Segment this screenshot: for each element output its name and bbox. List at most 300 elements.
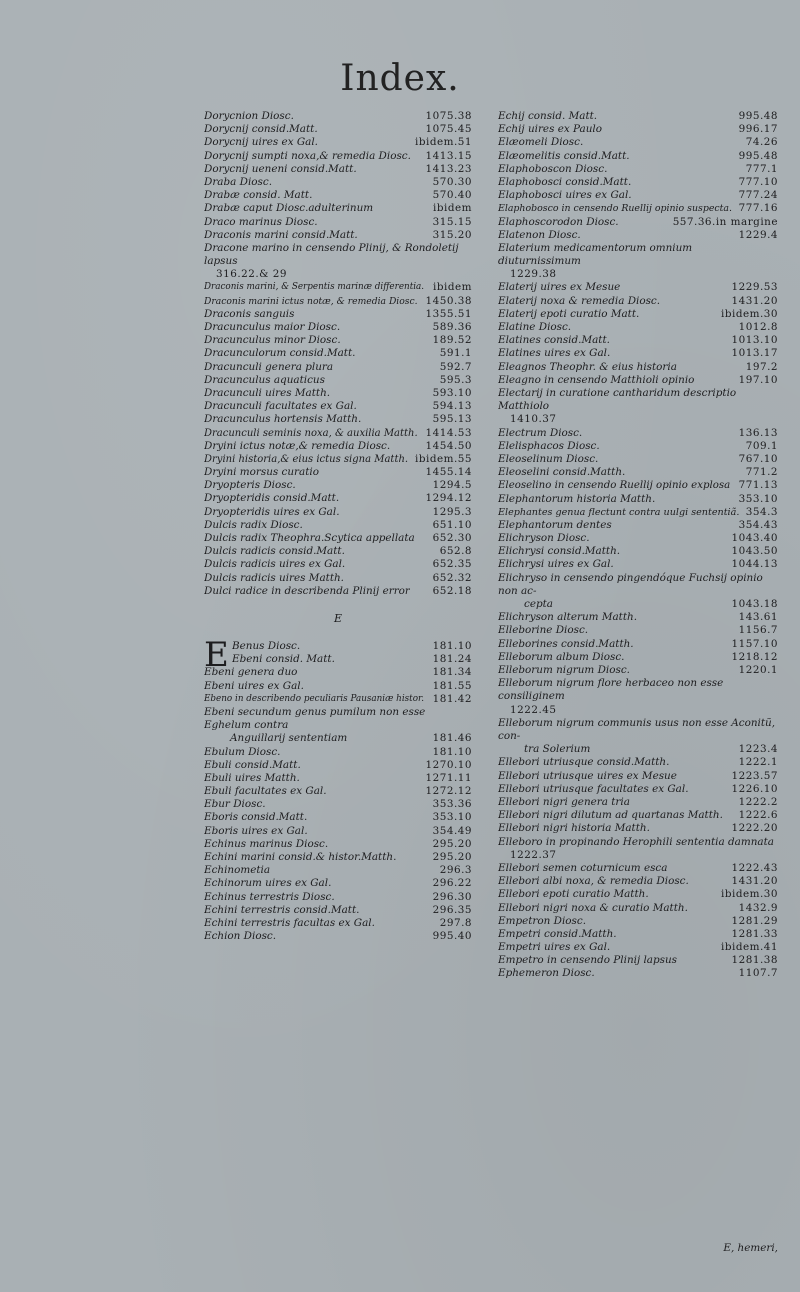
index-entry (498, 532, 778, 545)
entry-term: Draconis marini, & Serpentis marinæ differentia. (204, 282, 425, 293)
index-entry (498, 150, 778, 163)
entry-term: Electrum Diosc. (498, 426, 583, 439)
entry-page: 1295.3 (432, 505, 472, 518)
entry-term: Elleboro in propinando Herophili sententia damnata (498, 835, 774, 848)
entry-term: Dryopteridis consid.Matt. (204, 492, 340, 505)
index-entry (204, 825, 472, 838)
entry-page: 777.10 (738, 175, 778, 188)
index-entry (498, 638, 778, 651)
entry-term: Ebuli facultates ex Gal. (204, 785, 327, 798)
catchword: E, hemeri, (723, 1242, 778, 1254)
entry-term: Dorycnij sumpti noxa,& remedia Diosc. (204, 149, 411, 162)
index-entry (204, 519, 472, 532)
index-entry (204, 163, 472, 176)
entry-term: Draconis marini consid.Matt. (204, 228, 358, 241)
entry-term: Echinometia (204, 864, 271, 877)
right-entries-a (498, 110, 778, 242)
entry-page: ibidem.55 (415, 452, 472, 465)
entry-page: 995.48 (738, 110, 778, 122)
entry-term: Ebeno in describendo peculiaris Pausaniæ histor. (204, 693, 425, 704)
entry-term: Echij uires ex Paulo (498, 123, 603, 136)
index-entry (498, 862, 778, 875)
entry-term: Echini terrestris consid.Matt. (204, 903, 360, 916)
entry-page: 652.35 (432, 558, 472, 571)
entry-page: 354.43 (738, 518, 778, 531)
index-entry (204, 361, 472, 374)
entry-page: 296.35 (432, 903, 472, 916)
entry-term: Eleoselini consid.Matth. (498, 466, 626, 479)
entry-term-continued: tra Solerium (524, 743, 591, 756)
entry-page: 1272.12 (425, 785, 472, 798)
index-entry (498, 453, 778, 466)
index-entry (204, 466, 472, 479)
index-entry (498, 136, 778, 149)
entry-term: Ellebori nigri dilutum ad quartanas Matth. (498, 809, 723, 822)
entry-page: 1222.20 (731, 822, 778, 835)
entry-page: 181.24 (432, 653, 472, 666)
entry-page: ibidem.30 (721, 307, 778, 320)
entry-term: Elephantorum historia Matth. (498, 492, 656, 505)
dropcap-letter: E (204, 634, 229, 675)
entry-term: Ebuli uires Matth. (204, 771, 300, 784)
entry-term: Ebuli consid.Matt. (204, 758, 301, 771)
index-entry (498, 941, 778, 954)
entry-term: Dryini morsus curatio (204, 466, 319, 479)
left-entries-e-first (204, 640, 472, 666)
entry-page: 296.3 (439, 864, 472, 877)
index-entry (204, 427, 472, 440)
entry-term: Dracunculus hortensis Matth. (204, 413, 362, 426)
entry-term: Dulcis radix Diosc. (204, 518, 303, 531)
entry-page: 181.34 (432, 666, 472, 679)
index-entry (498, 110, 778, 123)
entry-page: 197.2 (745, 360, 778, 373)
entry-term: Dracunculus aquaticus (204, 373, 325, 386)
entry-page: 1281.33 (731, 927, 778, 940)
entry-term: Eboris consid.Matt. (204, 811, 308, 824)
entry-term: Ellebori utriusque facultates ex Gal. (498, 782, 689, 795)
entry-page: 557.36.in margine (672, 215, 778, 228)
right-entries-e (498, 756, 778, 835)
entry-page: 1431.20 (731, 294, 778, 307)
index-entry (204, 440, 472, 453)
entry-term: Elaterij epoti curatio Matt. (498, 307, 640, 320)
index-entry (498, 281, 778, 294)
entry-term: Eboris uires ex Gal. (204, 824, 308, 837)
right-entries-d (498, 611, 778, 677)
entry-page: 353.36 (432, 798, 472, 811)
index-entry (204, 176, 472, 189)
index-entry (498, 756, 778, 769)
index-entry (204, 917, 472, 930)
entry-page: 1220.1 (738, 664, 778, 677)
entry-page: 1222.45 (510, 703, 557, 716)
entry-term: Dracunculus minor Diosc. (204, 334, 341, 347)
index-entry (498, 123, 778, 136)
entry-page: 181.10 (432, 745, 472, 758)
entry-page: 1012.8 (738, 321, 778, 334)
index-entry (498, 493, 778, 506)
index-entry (204, 479, 472, 492)
section-letter-heading: E (333, 611, 343, 625)
right-entries-c (498, 427, 778, 572)
index-entry-wrapped (498, 836, 778, 862)
entry-page: 1281.29 (731, 914, 778, 927)
entry-page: 1414.53 (425, 426, 472, 439)
index-entry (498, 770, 778, 783)
entry-page: 1271.11 (425, 771, 472, 784)
index-entry (204, 904, 472, 917)
entry-page: 354.3 (745, 505, 778, 518)
entry-page: 1107.7 (738, 967, 778, 980)
entry-page: 595.3 (439, 373, 472, 386)
entry-term: Ellebori semen coturnicum esca (498, 861, 668, 874)
entry-term: Dracunculi seminis noxa, & auxilia Matth. (204, 427, 418, 439)
index-entry (498, 611, 778, 624)
index-entry (498, 967, 778, 980)
entry-term: Dracunculi uires Matth. (204, 386, 331, 399)
index-entry (498, 902, 778, 915)
entry-term-continued: cepta (524, 598, 553, 611)
index-entry-wrapped (498, 572, 778, 612)
entry-page: 315.20 (432, 228, 472, 241)
index-entry (498, 189, 778, 202)
entry-term: Ebur Diosc. (204, 798, 266, 811)
entry-page: 181.42 (432, 692, 472, 705)
index-entry (498, 809, 778, 822)
index-entry (498, 229, 778, 242)
entry-term: Elephantes genua flectunt contra uulgi sententiã. (498, 506, 740, 518)
entry-term: Elichryson Diosc. (498, 532, 590, 545)
entry-page: 1294.5 (432, 479, 472, 492)
index-entry (498, 321, 778, 334)
index-entry (498, 519, 778, 532)
entry-term: Dryopteridis uires ex Gal. (204, 505, 340, 518)
entry-page: 189.52 (432, 334, 472, 347)
entry-term: Elleborine Diosc. (498, 624, 589, 637)
entry-page: 353.10 (432, 811, 472, 824)
entry-term: Drabæ consid. Matt. (204, 189, 313, 202)
index-entry (204, 110, 472, 123)
entry-term: Ebeni genera duo (204, 666, 298, 679)
entry-term: Echini terrestris facultas ex Gal. (204, 916, 375, 929)
entry-page: 297.8 (439, 916, 472, 929)
entry-term: Drabæ caput Diosc.adulterinum (204, 202, 374, 215)
index-entry (204, 759, 472, 772)
entry-term: Dracunculi genera plura (204, 360, 334, 373)
entry-term: Draba Diosc. (204, 175, 273, 188)
entry-page: 570.30 (432, 175, 472, 188)
entry-page: 652.32 (432, 571, 472, 584)
entry-term: Dryopteris Diosc. (204, 479, 296, 492)
entry-term: Echinus terrestris Diosc. (204, 890, 335, 903)
entry-page: 353.10 (738, 492, 778, 505)
entry-page: 1222.2 (738, 795, 778, 808)
index-entry (204, 453, 472, 466)
index-entry (204, 585, 472, 598)
index-entry (204, 864, 472, 877)
entry-page: 591.1 (439, 347, 472, 360)
entry-term: Empetri consid.Matth. (498, 927, 617, 940)
index-entry (204, 506, 472, 519)
entry-term: Draco marinus Diosc. (204, 215, 318, 228)
entry-page: 1294.12 (425, 492, 472, 505)
entry-page: 1013.17 (731, 347, 778, 360)
entry-page: 995.48 (738, 149, 778, 162)
index-entry (204, 321, 472, 334)
entry-page: 1270.10 (425, 758, 472, 771)
entry-term: Dorycnij uires ex Gal. (204, 136, 318, 149)
index-entry-wrapped (204, 706, 472, 746)
index-entry (204, 400, 472, 413)
index-entry (498, 176, 778, 189)
entry-page: 777.24 (738, 189, 778, 202)
entry-term: Dulcis radicis uires Matth. (204, 571, 344, 584)
entry-page: 1413.23 (425, 162, 472, 175)
entry-term: Ellebori nigri genera tria (498, 795, 630, 808)
entry-term: Ebeni consid. Matt. (232, 653, 335, 666)
entry-page: 1043.18 (731, 598, 778, 611)
entry-page: 181.46 (432, 732, 472, 745)
left-entries-d (204, 746, 472, 944)
entry-term: Elaphobosco in censendo Ruellij opinio suspecta. (498, 203, 732, 215)
index-entry (204, 838, 472, 851)
entry-page: 143.61 (738, 611, 778, 624)
entry-page: 295.20 (432, 837, 472, 850)
entry-term: Elaterij uires ex Mesue (498, 281, 621, 294)
entry-page: 1156.7 (738, 624, 778, 637)
entry-page: 1223.57 (731, 769, 778, 782)
index-entry (204, 930, 472, 943)
index-entry (204, 229, 472, 242)
index-entry (498, 361, 778, 374)
index-entry (204, 295, 472, 308)
index-entry (204, 877, 472, 890)
index-entry (204, 189, 472, 202)
entry-page: 1222.1 (738, 756, 778, 769)
entry-term: Dracone marino in censendo Plinij, & Rondoletij lapsus (204, 241, 459, 268)
entry-page: 1044.13 (731, 558, 778, 571)
entry-term: Elæomelitis consid.Matt. (498, 149, 630, 162)
index-entry-wrapped (204, 242, 472, 282)
entry-term: Echij consid. Matt. (498, 110, 598, 122)
entry-page: 1410.37 (510, 413, 557, 426)
entry-page: 767.10 (738, 452, 778, 465)
index-entry (498, 558, 778, 571)
index-entry (204, 347, 472, 360)
index-entry (498, 796, 778, 809)
left-entries-b (204, 281, 472, 598)
index-entry-wrapped (498, 677, 778, 717)
entry-page: 136.13 (738, 426, 778, 439)
left-column (204, 110, 472, 943)
entry-term: Ebulum Diosc. (204, 745, 281, 758)
entry-page: 777.1 (745, 162, 778, 175)
entry-page: 1450.38 (425, 294, 472, 307)
entry-term: Elleborum nigrum communis usus non esse Aconitũ, con- (498, 716, 776, 743)
entry-term: Ellebori nigri noxa & curatio Matth. (498, 901, 688, 914)
entry-term: Ebeni uires ex Gal. (204, 679, 304, 692)
entry-term: Elleborum nigrum flore herbaceo non esse consiliginem (498, 677, 724, 703)
entry-term: Dryini historia,& eius ictus signa Matth. (204, 453, 409, 465)
entry-term: Elleborum nigrum Diosc. (498, 664, 630, 677)
entry-page: 1229.53 (731, 281, 778, 294)
index-entry (204, 785, 472, 798)
entry-term: Elichryson alterum Matth. (498, 611, 638, 624)
entry-page: 1432.9 (738, 901, 778, 914)
index-entry (204, 387, 472, 400)
entry-page: 181.10 (432, 639, 472, 652)
left-entries-a (204, 110, 472, 242)
entry-page: 652.18 (432, 584, 472, 597)
entry-term: Echinorum uires ex Gal. (204, 877, 332, 890)
index-entry (498, 783, 778, 796)
entry-term: Echini marini consid.& histor.Matth. (204, 851, 397, 864)
index-entry (204, 891, 472, 904)
entry-term: Ellebori albi noxa, & remedia Diosc. (498, 875, 689, 888)
index-entry (498, 479, 778, 492)
entry-term: Dulci radice in describenda Plinij error (204, 584, 410, 597)
index-entry (498, 334, 778, 347)
entry-term: Elæomeli Diosc. (498, 136, 584, 149)
entry-term: Elaphobosci consid.Matt. (498, 175, 632, 188)
entry-term: Dorycnij consid.Matt. (204, 123, 318, 136)
entry-term: Elatines consid.Matt. (498, 334, 610, 347)
entry-page: 1222.37 (510, 848, 557, 861)
entry-term: Elatenon Diosc. (498, 228, 581, 241)
index-entry (204, 680, 472, 693)
entry-term: Elatines uires ex Gal. (498, 347, 611, 360)
right-entries-b (498, 281, 778, 387)
entry-page: 1043.50 (731, 545, 778, 558)
index-entry-wrapped (498, 717, 778, 757)
index-entry (204, 374, 472, 387)
entry-term: Elaphoscorodon Diosc. (498, 215, 619, 228)
entry-page: 1218.12 (731, 650, 778, 663)
entry-term: Dracunculus maior Diosc. (204, 321, 341, 334)
entry-page: 589.36 (432, 321, 472, 334)
index-entry (204, 693, 472, 706)
index-entry (498, 506, 778, 519)
entry-term: Echinus marinus Diosc. (204, 837, 329, 850)
index-entry (498, 295, 778, 308)
entry-page: 1075.45 (425, 123, 472, 136)
index-entry (498, 347, 778, 360)
entry-page: 1229.38 (510, 268, 557, 281)
index-entry-wrapped (498, 387, 778, 427)
entry-term: Ellebori nigri historia Matth. (498, 822, 650, 835)
entry-page: 295.20 (432, 851, 472, 864)
index-entry (204, 150, 472, 163)
index-entry (204, 532, 472, 545)
index-entry (204, 492, 472, 505)
entry-term: Elaterium medicamentorum omnium diuturnissimum (498, 241, 693, 268)
entry-term: Draconis marini ictus notæ, & remedia Diosc. (204, 295, 418, 307)
index-entry (498, 822, 778, 835)
index-entry (498, 202, 778, 215)
index-entry (498, 308, 778, 321)
entry-page: 1431.20 (731, 875, 778, 888)
index-entry (204, 666, 472, 679)
entry-page: 1413.15 (425, 149, 472, 162)
entry-page: 777.16 (738, 202, 778, 215)
entry-term: Echion Diosc. (204, 930, 277, 943)
entry-page: 197.10 (738, 373, 778, 386)
entry-page: 1222.6 (738, 809, 778, 822)
entry-page: 354.49 (432, 824, 472, 837)
entry-term: Elichrysi uires ex Gal. (498, 558, 614, 571)
page-title: Index. (340, 58, 460, 99)
entry-page: 771.13 (738, 479, 778, 492)
index-entry (204, 746, 472, 759)
entry-term: Elleborum album Diosc. (498, 650, 625, 663)
index-entry (204, 308, 472, 321)
entry-term: Benus Diosc. (232, 639, 301, 652)
index-entry (498, 427, 778, 440)
entry-page: 593.10 (432, 386, 472, 399)
entry-term: Eleoselinum Diosc. (498, 452, 599, 465)
entry-page: 1222.43 (731, 861, 778, 874)
index-entry (498, 915, 778, 928)
entry-page: ibidem (433, 281, 472, 294)
entry-term: Elaterij noxa & remedia Diosc. (498, 294, 661, 307)
entry-page: 1455.14 (425, 466, 472, 479)
entry-page: 1454.50 (425, 439, 472, 452)
left-entries-c (204, 666, 472, 706)
entry-page: 1043.40 (731, 532, 778, 545)
entry-page: 1226.10 (731, 782, 778, 795)
entry-term: Dulcis radix Theophra.Scytica appellata (204, 532, 415, 545)
index-entry (498, 374, 778, 387)
index-entry (204, 545, 472, 558)
entry-page: 296.22 (432, 877, 472, 890)
index-entry (204, 216, 472, 229)
entry-page: 316.22.& 29 (216, 268, 287, 281)
entry-term: Ebeni secundum genus pumilum non esse Eghelum contra (204, 705, 426, 732)
entry-page: 1281.38 (731, 954, 778, 967)
entry-term-continued: Anguillarij sententiam (230, 732, 348, 745)
index-entry (204, 136, 472, 149)
entry-page: 1223.4 (738, 743, 778, 756)
entry-page: ibidem.41 (721, 941, 778, 954)
entry-page: 595.13 (432, 413, 472, 426)
index-entry (204, 772, 472, 785)
entry-page: 652.30 (432, 532, 472, 545)
index-entry (204, 334, 472, 347)
entry-page: ibidem.30 (721, 888, 778, 901)
entry-term: Elelisphacos Diosc. (498, 439, 600, 452)
entry-term: Dryini ictus notæ,& remedia Diosc. (204, 439, 391, 452)
index-entry (498, 954, 778, 967)
entry-page: 652.8 (439, 545, 472, 558)
entry-term: Elephantorum dentes (498, 518, 612, 531)
entry-page: 1229.4 (738, 228, 778, 241)
entry-term: Empetri uires ex Gal. (498, 941, 611, 954)
entry-term: Dorycnion Diosc. (204, 110, 294, 122)
index-entry (204, 123, 472, 136)
entry-term: Elichryso in censendo pingendóque Fuchsij opinio non ac- (498, 571, 763, 597)
entry-term: Eleagnos Theophr. & eius historia (498, 360, 677, 373)
entry-term: Ellebori utriusque consid.Matth. (498, 756, 670, 769)
entry-page: 1355.51 (425, 307, 472, 320)
entry-term: Draconis sanguis (204, 307, 295, 320)
entry-page: 592.7 (439, 360, 472, 373)
entry-term: Dulcis radicis uires ex Gal. (204, 558, 346, 571)
entry-term: Eleagno in censendo Matthioli opinio (498, 373, 695, 386)
entry-term: Elaphoboscon Diosc. (498, 162, 608, 175)
index-entry (204, 413, 472, 426)
entry-page: 996.17 (738, 123, 778, 136)
